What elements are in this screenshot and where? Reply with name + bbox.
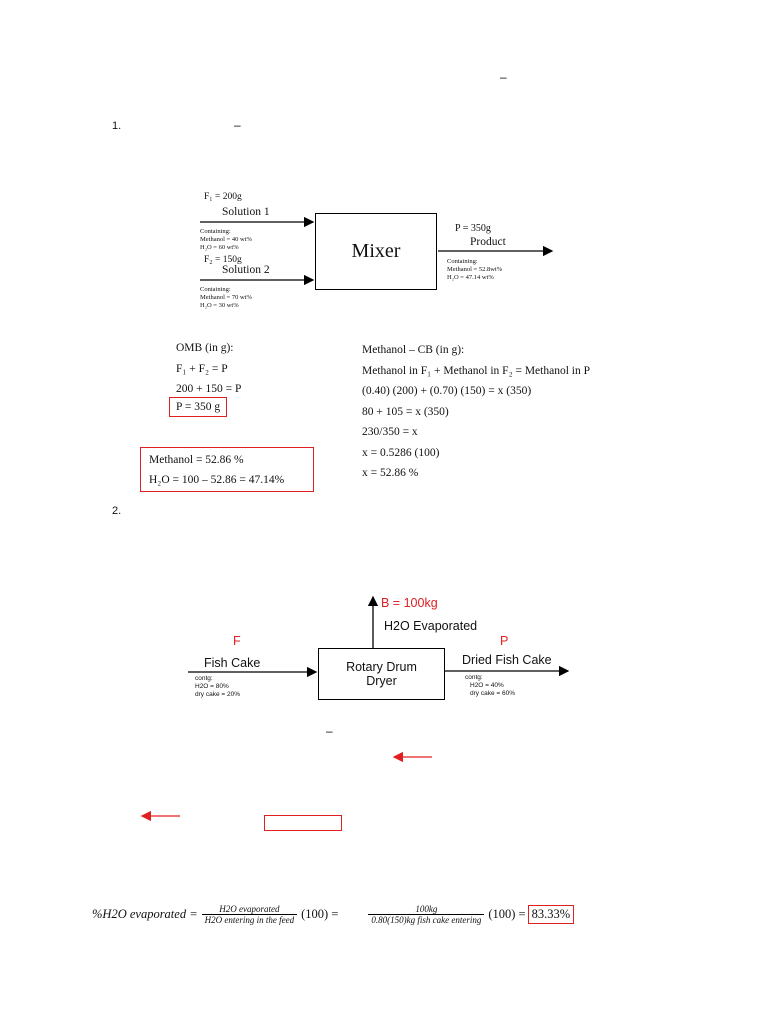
formula-lhs: %H2O evaporated = <box>92 907 198 921</box>
f1-label: F₁ = 200g <box>204 192 242 202</box>
p-stream-label: P <box>500 634 509 648</box>
solution-2-label: Solution 2 <box>222 264 270 276</box>
formula-multiplier-2: (100) = <box>488 907 526 921</box>
water-answer: H₂O = 100 – 52.86 = 47.14% <box>149 474 285 486</box>
solution-2-composition: Containing: Methanol = 70 wt% H₂O = 30 wt% <box>200 286 252 309</box>
p-label: P = 350g <box>455 223 491 234</box>
fish-cake-label: Fish Cake <box>204 656 261 670</box>
cb-line-3: 80 + 105 = x (350) <box>362 405 449 418</box>
fraction-1-denominator: H2O entering in the feed <box>202 914 297 925</box>
cb-line-4: 230/350 = x <box>362 426 418 438</box>
omb-result: P = 350 g <box>176 401 221 413</box>
rotary-drum-dryer-box <box>318 648 445 700</box>
question-1-dash: – <box>234 118 241 132</box>
cb-line-6: x = 52.86 % <box>362 467 419 479</box>
feed-composition: contg: H2O = 80% dry cake = 20% <box>195 675 240 698</box>
dried-fish-cake-label: Dried Fish Cake <box>462 653 552 667</box>
fraction-2 <box>368 904 484 925</box>
methanol-answer: Methanol = 52.86 % <box>149 454 244 466</box>
dryer-label-line-1: Rotary Drum <box>346 660 417 674</box>
b-label: B = 100kg <box>381 596 438 610</box>
question-2-dash: – <box>326 724 333 738</box>
fraction-2-denominator: 0.80(150)kg fish cake entering <box>368 914 484 925</box>
omb-line-1: F₁ + F₂ = P <box>176 362 228 375</box>
cb-line-5: x = 0.5286 (100) <box>362 446 440 459</box>
cb-line-2: (0.40) (200) + (0.70) (150) = x (350) <box>362 385 532 397</box>
question-number-1: 1. <box>112 120 122 132</box>
solution-1-label: Solution 1 <box>222 206 270 218</box>
product-label: Product <box>470 236 506 248</box>
omb-line-2: 200 + 150 = P <box>176 383 242 395</box>
formula-multiplier-1: (100) = <box>301 907 339 921</box>
omb-title: OMB (in g): <box>176 342 234 354</box>
product-composition: Containing: Methanol = 52.8wt% H₂O = 47.14 wt% <box>447 258 503 281</box>
f2-label: F₂ = 150g <box>204 255 242 265</box>
formula-result-box <box>528 905 575 924</box>
cb-line-1: Methanol in F₁ + Methanol in F₂ = Methanol in P <box>362 364 590 377</box>
header-dash: – <box>500 70 507 84</box>
product-composition-2: contg: H2O = 40% dry cake = 60% <box>465 674 515 697</box>
fraction-1 <box>202 904 297 925</box>
solution-1-composition: Containing: Methanol = 40 wt% H₂O = 60 wt% <box>200 228 252 251</box>
mixer-label: Mixer <box>351 240 401 262</box>
f-label: F <box>233 634 241 648</box>
blank-answer-box <box>264 815 342 831</box>
formula-result: 83.33% <box>531 907 571 921</box>
h2o-evaporated-label: H2O Evaporated <box>384 619 478 633</box>
fraction-1-numerator: H2O evaporated <box>219 904 280 914</box>
fraction-2-numerator: 100kg <box>415 904 438 914</box>
evaporation-formula <box>92 904 574 925</box>
question-number-2: 2. <box>112 505 122 517</box>
dryer-label-line-2: Dryer <box>366 674 397 688</box>
cb-title: Methanol – CB (in g): <box>362 344 465 356</box>
